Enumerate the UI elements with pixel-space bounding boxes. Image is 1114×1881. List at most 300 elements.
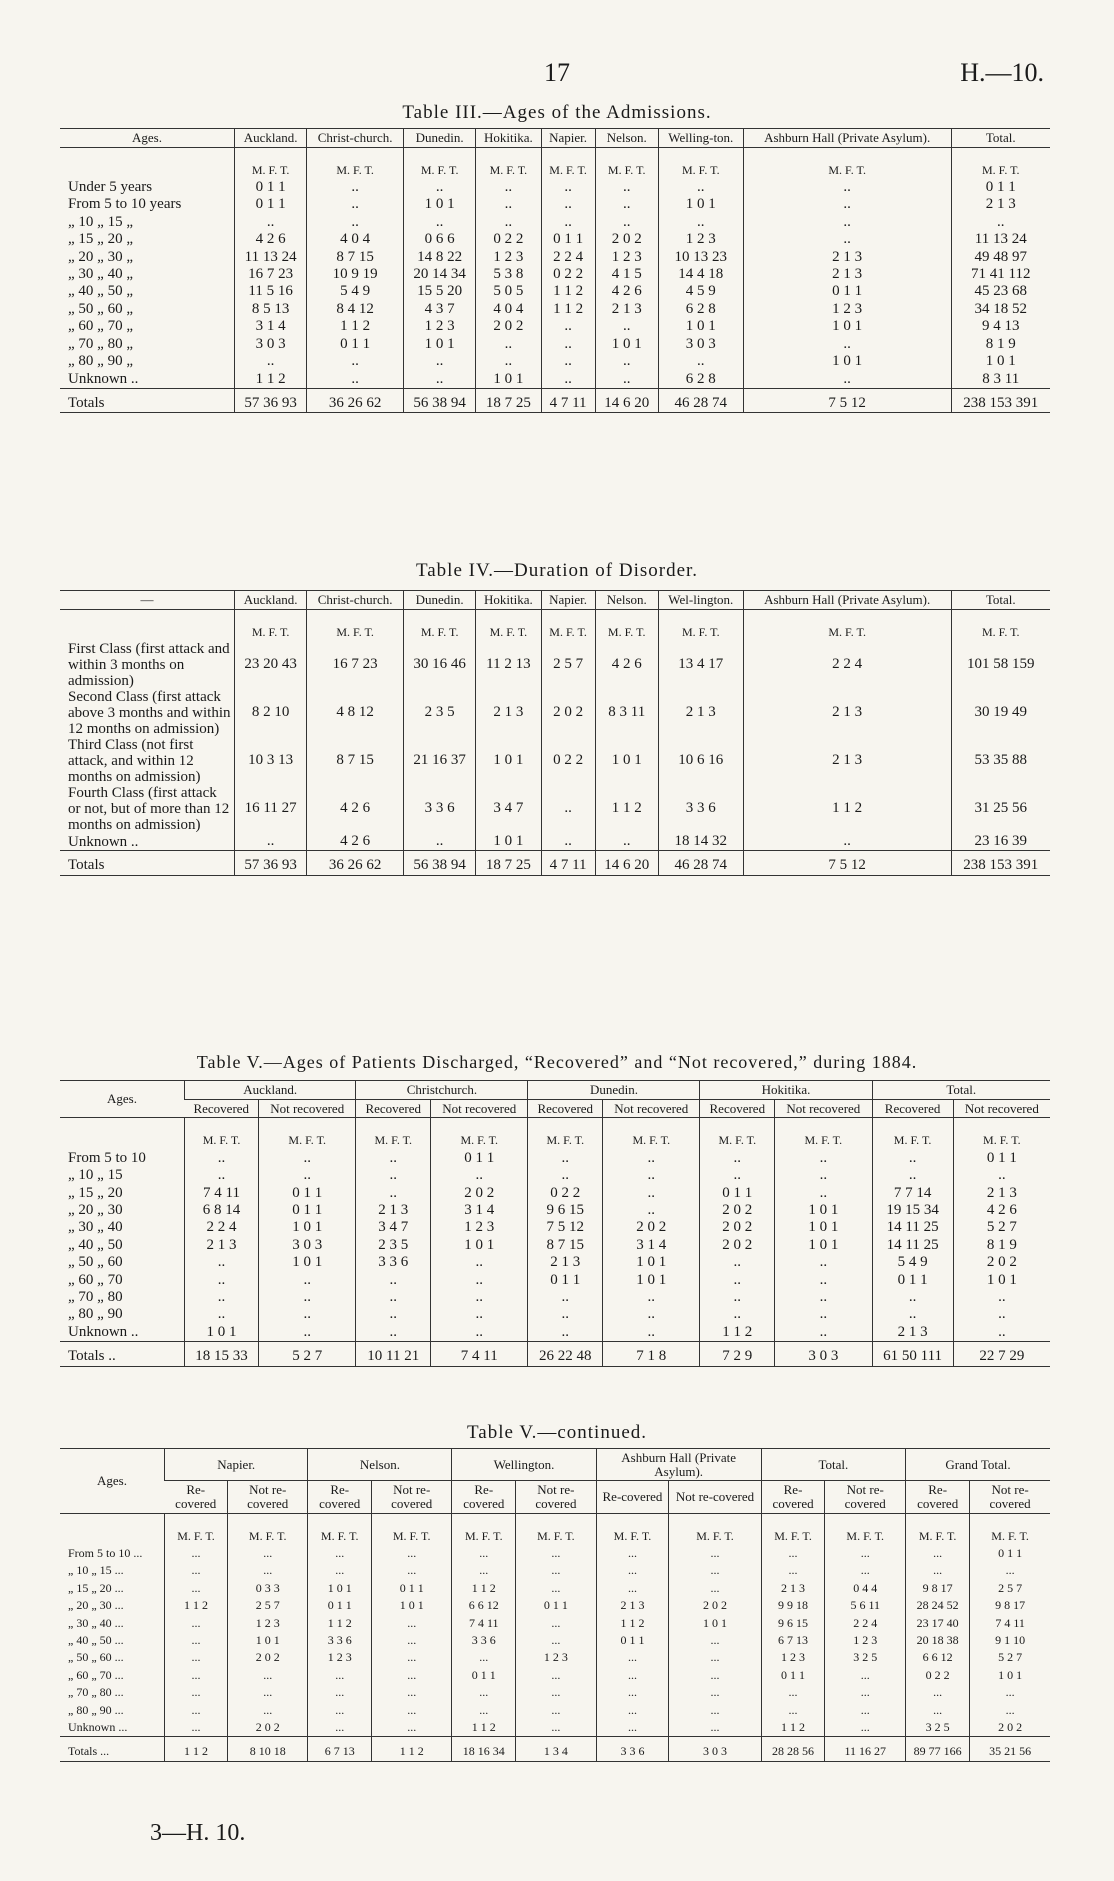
cell: 2 0 2 xyxy=(227,1719,307,1737)
cell: 2 0 2 xyxy=(541,689,595,737)
cell: ... xyxy=(596,1545,669,1562)
sub-header-not-recovered: Not re-covered xyxy=(970,1481,1050,1513)
cell: 3 1 4 xyxy=(603,1237,700,1254)
cell: 4 2 6 xyxy=(595,283,658,300)
row-label: „ 10 „ 15 ... xyxy=(68,1563,124,1578)
mft-row xyxy=(60,609,1050,641)
cell: ... xyxy=(761,1702,825,1719)
cell: .. xyxy=(658,179,743,196)
cell: ... xyxy=(227,1562,307,1579)
cell: .. xyxy=(700,1254,775,1271)
cell: .. xyxy=(431,1306,528,1323)
cell: 3 0 3 xyxy=(235,336,307,353)
cell: ... xyxy=(825,1684,906,1701)
column-header: Total. xyxy=(951,129,1050,148)
sub-header-not-recovered: Not re-covered xyxy=(669,1481,761,1513)
mft-label: M. F. T. xyxy=(951,609,1050,641)
totals-row xyxy=(60,388,1050,412)
table-row xyxy=(60,301,1050,318)
table-row xyxy=(60,689,1050,737)
cell: 1 0 1 xyxy=(603,1272,700,1289)
cell: .. xyxy=(595,353,658,370)
cell: ... xyxy=(371,1562,451,1579)
mft-label: M. F. T. xyxy=(431,1118,528,1150)
table-row xyxy=(60,1289,1050,1306)
cell: ... xyxy=(596,1580,669,1597)
group-header: Hokitika. xyxy=(700,1081,872,1100)
cell: 15 5 20 xyxy=(404,283,476,300)
table-row xyxy=(60,1254,1050,1271)
cell: 4 0 4 xyxy=(476,301,541,318)
mft-label: M. F. T. xyxy=(541,609,595,641)
cell: 3 3 6 xyxy=(308,1632,371,1649)
mft-label: M. F. T. xyxy=(185,1118,259,1150)
row-label: „ 15 „ 20 xyxy=(68,1184,123,1201)
cell: 1 1 2 xyxy=(596,1615,669,1632)
cell: 1 2 3 xyxy=(516,1649,596,1666)
cell: 3 3 6 xyxy=(658,785,743,833)
cell: ... xyxy=(596,1719,669,1737)
sub-header-not-recovered: Not re-covered xyxy=(371,1481,451,1513)
column-header: Hokitika. xyxy=(476,129,541,148)
cell: 16 11 27 xyxy=(235,785,307,833)
cell: .. xyxy=(259,1324,356,1342)
cell: 2 3 5 xyxy=(404,689,476,737)
cell: .. xyxy=(307,196,404,213)
sub-header-recovered: Re-covered xyxy=(906,1481,970,1513)
mft-label: M. F. T. xyxy=(356,1118,431,1150)
cell: 3 3 6 xyxy=(404,785,476,833)
cell: 2 0 2 xyxy=(476,318,541,335)
cell: .. xyxy=(700,1289,775,1306)
cell: 2 1 3 xyxy=(743,689,951,737)
sub-header-recovered: Re-covered xyxy=(165,1481,228,1513)
cell: 0 6 6 xyxy=(404,231,476,248)
cell: .. xyxy=(603,1306,700,1323)
cell: ... xyxy=(165,1545,228,1562)
table-row xyxy=(60,1545,1050,1562)
cell: 1 0 1 xyxy=(259,1254,356,1271)
table-row xyxy=(60,1632,1050,1649)
column-header: Nelson. xyxy=(595,591,658,610)
cell: .. xyxy=(356,1306,431,1323)
cell: 4 8 12 xyxy=(307,689,404,737)
cell: .. xyxy=(603,1150,700,1167)
cell: 1 2 3 xyxy=(595,249,658,266)
cell: ... xyxy=(165,1684,228,1701)
cell: 30 16 46 xyxy=(404,641,476,689)
cell: ... xyxy=(516,1684,596,1701)
cell: ... xyxy=(906,1684,970,1701)
table-row xyxy=(60,1649,1050,1666)
cell: .. xyxy=(743,371,951,389)
row-label: „ 40 „ 50 ... xyxy=(68,1633,124,1647)
cell: .. xyxy=(404,833,476,851)
table-row xyxy=(60,318,1050,335)
total-cell: 238 153 391 xyxy=(951,388,1050,412)
cell: .. xyxy=(185,1272,259,1289)
cell: ... xyxy=(371,1649,451,1666)
cell: 9 1 10 xyxy=(970,1632,1050,1649)
table-row xyxy=(60,1597,1050,1614)
mft-label: M. F. T. xyxy=(541,147,595,179)
cell: ... xyxy=(906,1545,970,1562)
cell: .. xyxy=(775,1324,872,1342)
cell: 0 2 2 xyxy=(541,266,595,283)
table-row xyxy=(60,785,1050,833)
column-header: Napier. xyxy=(541,591,595,610)
cell: 1 0 1 xyxy=(951,353,1050,370)
header-row xyxy=(60,129,1050,148)
total-cell: 56 38 94 xyxy=(404,851,476,875)
cell: 0 1 1 xyxy=(872,1272,953,1289)
cell: ... xyxy=(165,1702,228,1719)
cell: 3 2 5 xyxy=(906,1719,970,1737)
cell: 2 5 7 xyxy=(970,1580,1050,1597)
cell: ... xyxy=(516,1580,596,1597)
cell: 14 4 18 xyxy=(658,266,743,283)
cell: 4 2 6 xyxy=(235,231,307,248)
cell: 1 1 2 xyxy=(308,1615,371,1632)
cell: 1 2 3 xyxy=(404,318,476,335)
cell: .. xyxy=(541,214,595,231)
cell: 0 3 3 xyxy=(227,1580,307,1597)
column-header: Dunedin. xyxy=(404,129,476,148)
mft-label: M. F. T. xyxy=(404,147,476,179)
cell: .. xyxy=(743,179,951,196)
row-label: From 5 to 10 years xyxy=(68,196,182,213)
cell: 2 1 3 xyxy=(658,689,743,737)
total-cell: 3 0 3 xyxy=(669,1737,761,1761)
row-label: „ 60 „ 70 ... xyxy=(68,1667,124,1682)
cell: 1 0 1 xyxy=(227,1632,307,1649)
total-cell: 3 0 3 xyxy=(775,1342,872,1366)
total-cell: 7 1 8 xyxy=(603,1342,700,1366)
totals-label: Totals xyxy=(60,851,235,875)
column-header: Christ-church. xyxy=(307,591,404,610)
cell: 3 4 7 xyxy=(476,785,541,833)
cell: 5 3 8 xyxy=(476,266,541,283)
cell: .. xyxy=(872,1306,953,1323)
total-cell: 46 28 74 xyxy=(658,388,743,412)
cell: 10 13 23 xyxy=(658,249,743,266)
cell: .. xyxy=(595,318,658,335)
cell: 30 19 49 xyxy=(951,689,1050,737)
cell: 6 2 8 xyxy=(658,371,743,389)
mft-label: M. F. T. xyxy=(227,1513,307,1545)
cell: 7 7 14 xyxy=(872,1185,953,1202)
mft-label: M. F. T. xyxy=(970,1513,1050,1545)
cell: 23 16 39 xyxy=(951,833,1050,851)
header-row xyxy=(60,591,1050,610)
cell: 7 4 11 xyxy=(452,1615,516,1632)
table3-title: Table III.—Ages of the Admissions. xyxy=(402,102,712,123)
cell: 1 0 1 xyxy=(404,336,476,353)
mft-label: M. F. T. xyxy=(743,609,951,641)
cell: 0 1 1 xyxy=(235,179,307,196)
cell: .. xyxy=(541,179,595,196)
cell: 8 3 11 xyxy=(595,689,658,737)
cell: 0 1 1 xyxy=(596,1632,669,1649)
cell: ... xyxy=(596,1684,669,1701)
cell: .. xyxy=(541,336,595,353)
row-label: From 5 to 10 xyxy=(68,1149,146,1166)
cell: 0 1 1 xyxy=(970,1545,1050,1562)
cell: ... xyxy=(669,1562,761,1579)
cell: 0 1 1 xyxy=(371,1580,451,1597)
sub-header-recovered: Recovered xyxy=(185,1099,259,1118)
cell: .. xyxy=(476,353,541,370)
cell: 2 1 3 xyxy=(743,249,951,266)
cell: 8 3 11 xyxy=(951,371,1050,389)
column-header: — xyxy=(60,591,235,610)
mft-label: M. F. T. xyxy=(595,147,658,179)
mft-label: M. F. T. xyxy=(872,1118,953,1150)
mft-label: M. F. T. xyxy=(951,147,1050,179)
cell: .. xyxy=(700,1272,775,1289)
cell: ... xyxy=(825,1545,906,1562)
cell: 8 4 12 xyxy=(307,301,404,318)
table-row xyxy=(60,231,1050,248)
column-header: Wel-lington. xyxy=(658,591,743,610)
cell: .. xyxy=(404,179,476,196)
cell: 4 1 5 xyxy=(595,266,658,283)
cell: 1 1 2 xyxy=(452,1719,516,1737)
mft-label: M. F. T. xyxy=(595,609,658,641)
cell: 3 1 4 xyxy=(431,1202,528,1219)
cell: .. xyxy=(541,833,595,851)
cell: 1 2 3 xyxy=(308,1649,371,1666)
cell: .. xyxy=(431,1272,528,1289)
table-row xyxy=(60,1667,1050,1684)
cell: ... xyxy=(227,1684,307,1701)
cell: 1 1 2 xyxy=(761,1719,825,1737)
cell: 0 1 1 xyxy=(235,196,307,213)
mft-label: M. F. T. xyxy=(476,609,541,641)
cell: 0 1 1 xyxy=(516,1597,596,1614)
mft-label: M. F. T. xyxy=(235,147,307,179)
mft-label: M. F. T. xyxy=(953,1118,1050,1150)
mft-label: M. F. T. xyxy=(761,1513,825,1545)
cell: 1 1 2 xyxy=(541,283,595,300)
cell: .. xyxy=(595,196,658,213)
cell: .. xyxy=(356,1324,431,1342)
group-header: Wellington. xyxy=(452,1449,596,1481)
cell: 1 0 1 xyxy=(308,1580,371,1597)
cell: 5 4 9 xyxy=(872,1254,953,1271)
table-row xyxy=(60,371,1050,389)
cell: 1 0 1 xyxy=(595,737,658,785)
row-label: Under 5 years xyxy=(68,179,153,196)
cell: ... xyxy=(761,1562,825,1579)
total-cell: 14 6 20 xyxy=(595,388,658,412)
cell: .. xyxy=(775,1150,872,1167)
cell: 34 18 52 xyxy=(951,301,1050,318)
table-row xyxy=(60,1272,1050,1289)
sub-header-recovered: Recovered xyxy=(872,1099,953,1118)
cell: 1 1 2 xyxy=(700,1324,775,1342)
cell: .. xyxy=(307,371,404,389)
cell: .. xyxy=(595,179,658,196)
cell: 31 25 56 xyxy=(951,785,1050,833)
cell: ... xyxy=(596,1667,669,1684)
totals-label: Totals xyxy=(60,388,235,412)
cell: .. xyxy=(595,371,658,389)
table-row xyxy=(60,196,1050,213)
cell: ... xyxy=(452,1702,516,1719)
cell: 23 17 40 xyxy=(906,1615,970,1632)
cell: 6 6 12 xyxy=(452,1597,516,1614)
cell: 1 0 1 xyxy=(431,1237,528,1254)
mft-label: M. F. T. xyxy=(404,609,476,641)
cell: .. xyxy=(700,1306,775,1323)
row-label: „ 30 „ 40 ... xyxy=(68,1615,124,1630)
cell: .. xyxy=(356,1167,431,1184)
cell: 6 2 8 xyxy=(658,301,743,318)
cell: .. xyxy=(431,1167,528,1184)
cell: ... xyxy=(970,1702,1050,1719)
total-cell: 14 6 20 xyxy=(595,851,658,875)
table-row xyxy=(60,283,1050,300)
row-label: „ 70 „ 80 ... xyxy=(68,1685,124,1700)
cell: .. xyxy=(259,1167,356,1184)
cell: 11 2 13 xyxy=(476,641,541,689)
totals-row xyxy=(60,851,1050,875)
cell: 4 2 6 xyxy=(307,833,404,851)
cell: 1 0 1 xyxy=(743,353,951,370)
cell: ... xyxy=(371,1632,451,1649)
group-header: Total. xyxy=(761,1449,905,1481)
cell: .. xyxy=(476,179,541,196)
cell: .. xyxy=(528,1289,603,1306)
cell: 2 1 3 xyxy=(743,266,951,283)
cell: ... xyxy=(516,1615,596,1632)
mft-label: M. F. T. xyxy=(516,1513,596,1545)
cell: .. xyxy=(951,214,1050,231)
mft-label: M. F. T. xyxy=(235,609,307,641)
cell: 2 1 3 xyxy=(528,1254,603,1271)
cell: 2 0 2 xyxy=(700,1237,775,1254)
cell: 0 1 1 xyxy=(308,1597,371,1614)
table-row xyxy=(60,353,1050,370)
row-label: Unknown .. xyxy=(68,370,139,387)
cell: 1 0 1 xyxy=(669,1615,761,1632)
cell: 2 1 3 xyxy=(596,1597,669,1614)
cell: .. xyxy=(259,1150,356,1167)
table-row xyxy=(60,1219,1050,1236)
column-header: Welling-ton. xyxy=(658,129,743,148)
row-label: „ 60 „ 70 „ xyxy=(68,318,133,335)
row-label: „ 10 „ 15 xyxy=(68,1167,123,1184)
cell: ... xyxy=(516,1545,596,1562)
cell: 10 9 19 xyxy=(307,266,404,283)
cell: ... xyxy=(970,1562,1050,1579)
cell: .. xyxy=(259,1289,356,1306)
cell: 7 4 11 xyxy=(970,1615,1050,1632)
table-row xyxy=(60,1237,1050,1254)
mft-label: M. F. T. xyxy=(775,1118,872,1150)
total-cell: 18 7 25 xyxy=(476,851,541,875)
table-row xyxy=(60,249,1050,266)
cell: .. xyxy=(953,1167,1050,1184)
mft-label: M. F. T. xyxy=(669,1513,761,1545)
sub-header-not-recovered: Not recovered xyxy=(603,1099,700,1118)
cell: ... xyxy=(452,1649,516,1666)
cell: .. xyxy=(541,353,595,370)
cell: 45 23 68 xyxy=(951,283,1050,300)
total-cell: 7 5 12 xyxy=(743,388,951,412)
cell: 4 3 7 xyxy=(404,301,476,318)
cell: .. xyxy=(431,1289,528,1306)
sub-header-recovered: Recovered xyxy=(528,1099,603,1118)
cell: .. xyxy=(775,1254,872,1271)
row-label: „ 70 „ 80 „ xyxy=(68,335,133,352)
cell: 1 0 1 xyxy=(775,1237,872,1254)
cell: 4 5 9 xyxy=(658,283,743,300)
cell: 49 48 97 xyxy=(951,249,1050,266)
cell: 6 6 12 xyxy=(906,1649,970,1666)
cell: ... xyxy=(669,1684,761,1701)
cell: 2 3 5 xyxy=(356,1237,431,1254)
cell: 13 4 17 xyxy=(658,641,743,689)
row-label: Second Class (first attack above 3 months and within 12 months on admission) xyxy=(68,689,231,738)
cell: 1 0 1 xyxy=(476,371,541,389)
row-label: Unknown .. xyxy=(68,1323,139,1340)
group-header: Total. xyxy=(872,1081,1050,1100)
cell: ... xyxy=(452,1562,516,1579)
total-cell: 89 77 166 xyxy=(906,1737,970,1761)
table-row xyxy=(60,179,1050,196)
cell: 2 1 3 xyxy=(743,737,951,785)
total-cell: 11 16 27 xyxy=(825,1737,906,1761)
cell: .. xyxy=(953,1324,1050,1342)
cell: 20 14 34 xyxy=(404,266,476,283)
cell: 6 8 14 xyxy=(185,1202,259,1219)
table-row xyxy=(60,641,1050,689)
cell: .. xyxy=(235,353,307,370)
cell: .. xyxy=(431,1324,528,1342)
ages-header: Ages. xyxy=(60,1081,185,1118)
cell: 1 2 3 xyxy=(431,1219,528,1236)
cell: 18 14 32 xyxy=(658,833,743,851)
mft-label: M. F. T. xyxy=(307,147,404,179)
cell: 8 1 9 xyxy=(951,336,1050,353)
cell: 2 1 3 xyxy=(953,1185,1050,1202)
total-cell: 18 7 25 xyxy=(476,388,541,412)
table-row xyxy=(60,1185,1050,1202)
total-cell: 7 5 12 xyxy=(743,851,951,875)
total-cell: 61 50 111 xyxy=(872,1342,953,1366)
cell: .. xyxy=(700,1167,775,1184)
cell: 0 1 1 xyxy=(953,1150,1050,1167)
mft-label: M. F. T. xyxy=(476,147,541,179)
sub-header-not-recovered: Not recovered xyxy=(775,1099,872,1118)
cell: 28 24 52 xyxy=(906,1597,970,1614)
cell: 2 1 3 xyxy=(595,301,658,318)
table5 xyxy=(60,1080,1050,1367)
cell: ... xyxy=(516,1632,596,1649)
row-label: „ 50 „ 60 „ xyxy=(68,300,133,317)
table-row xyxy=(60,214,1050,231)
cell: 14 11 25 xyxy=(872,1219,953,1236)
cell: ... xyxy=(227,1667,307,1684)
total-cell: 28 28 56 xyxy=(761,1737,825,1761)
cell: 1 1 2 xyxy=(541,301,595,318)
cell: 1 0 1 xyxy=(476,737,541,785)
cell: 11 13 24 xyxy=(235,249,307,266)
table-row xyxy=(60,833,1050,851)
cell: .. xyxy=(775,1289,872,1306)
